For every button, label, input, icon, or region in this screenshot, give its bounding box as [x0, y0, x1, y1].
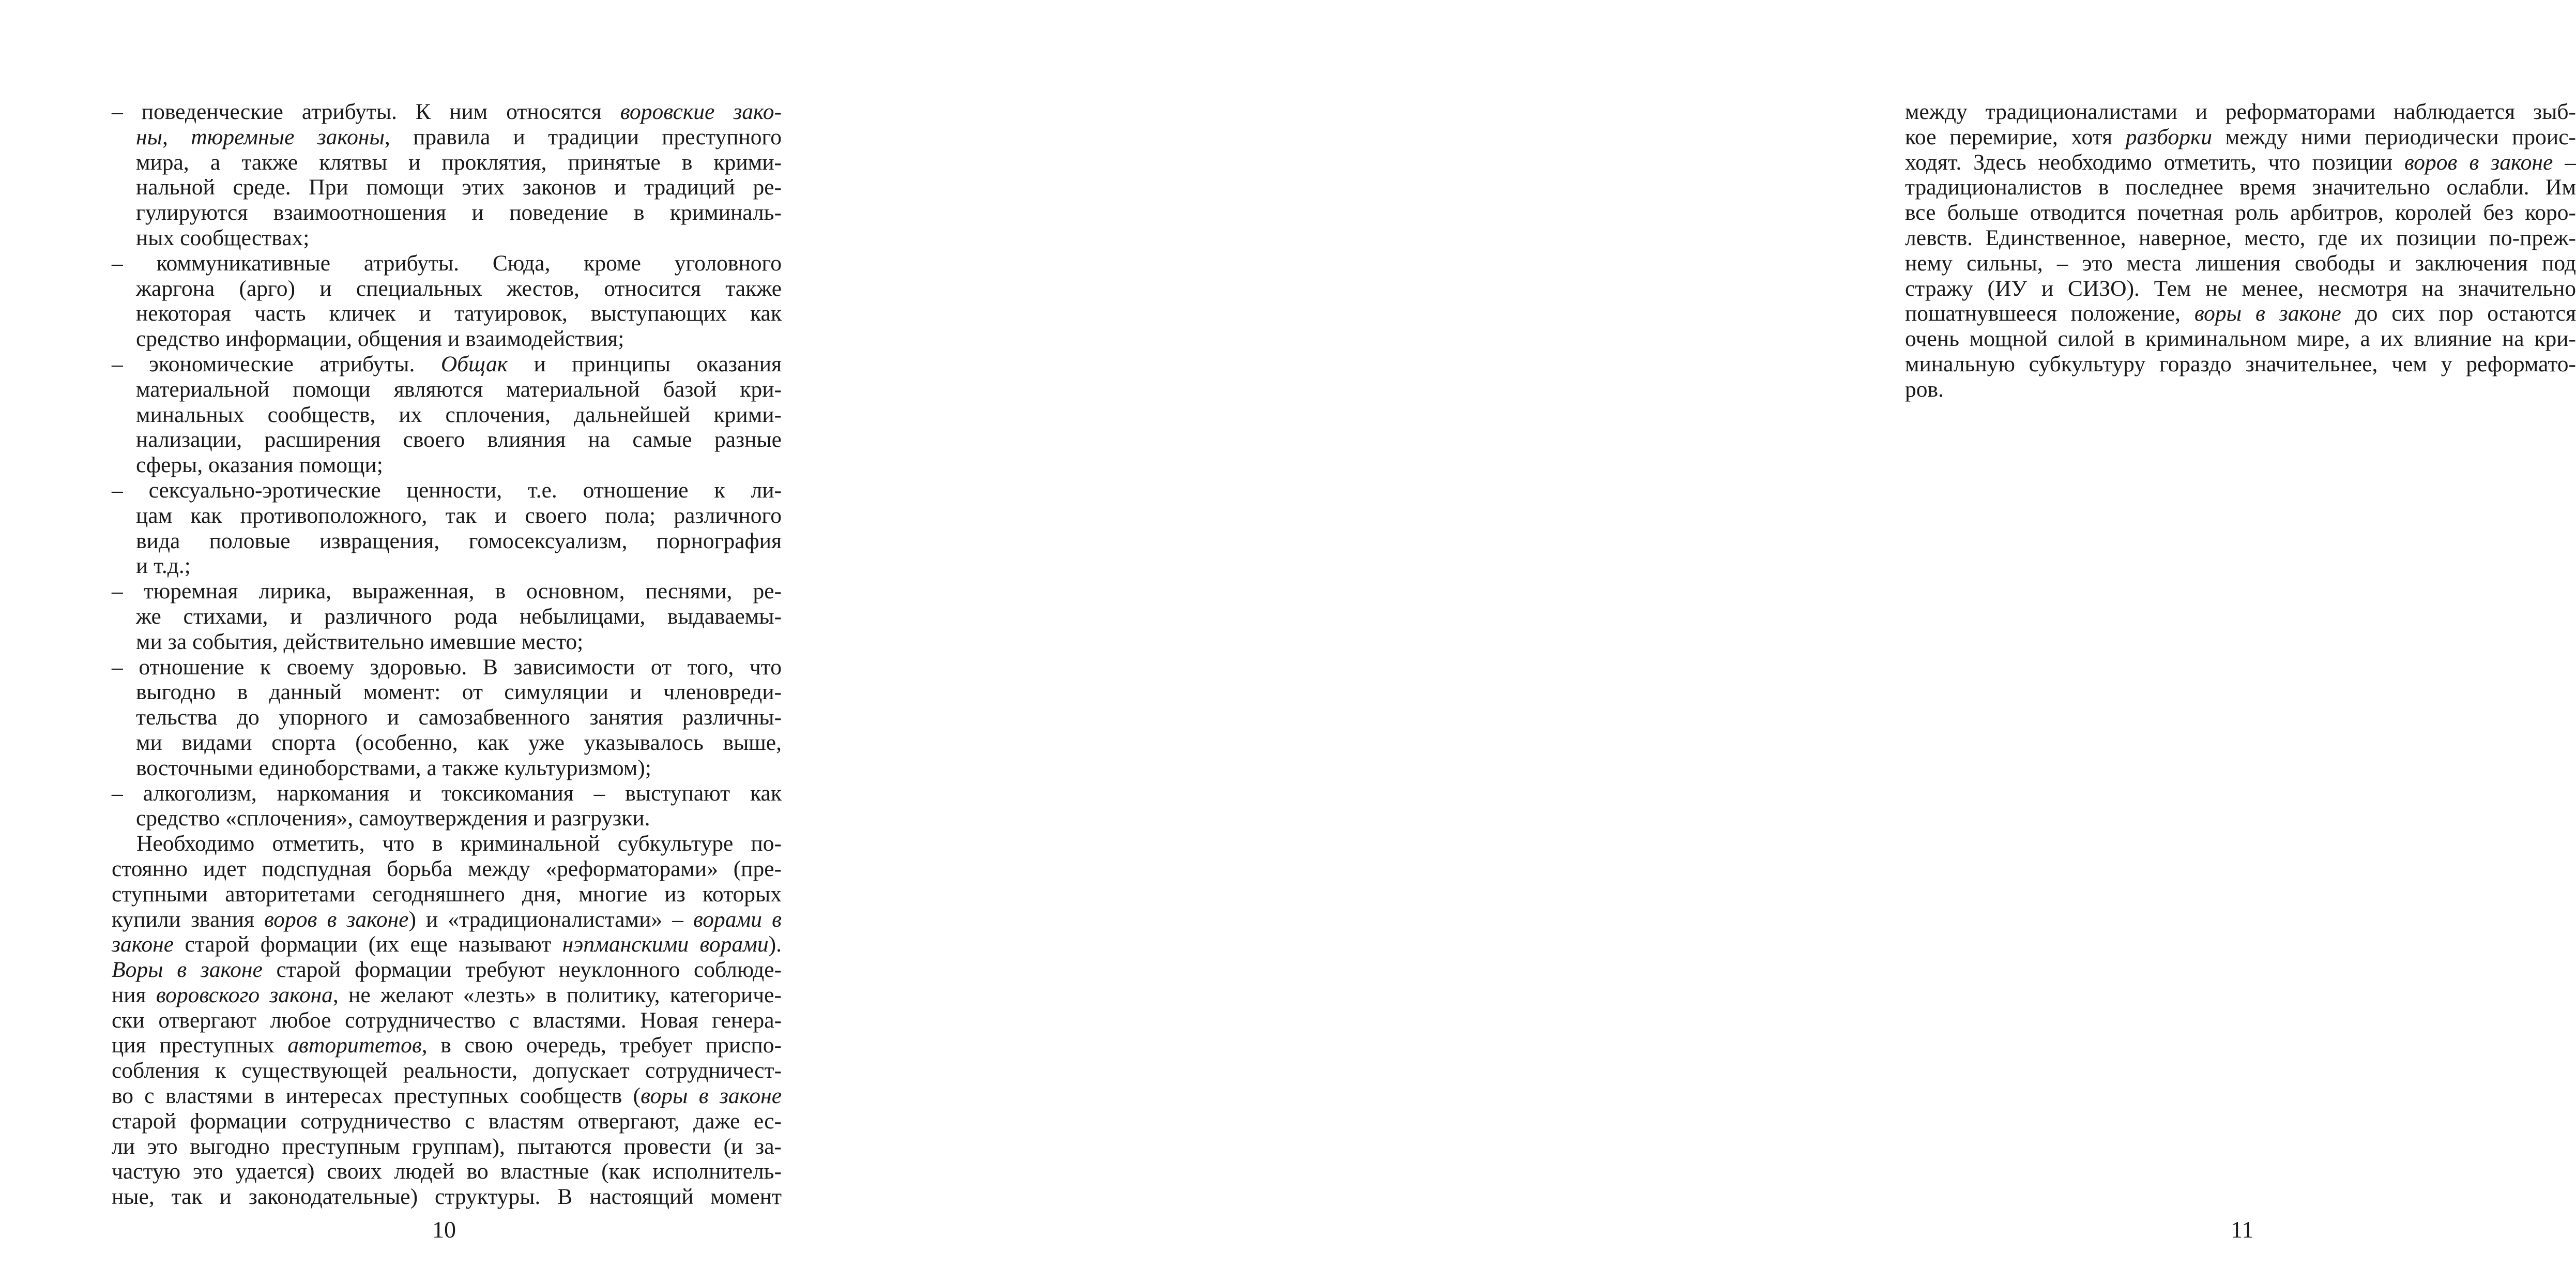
text-run: ) и «традиционалистами» –: [408, 907, 693, 932]
text-line: [112, 882, 782, 907]
text-run: между ними периодически проис-: [2212, 124, 2576, 149]
text-line: [1905, 175, 2576, 200]
text-line: [1905, 125, 2576, 150]
text-run: ция преступных: [112, 1033, 288, 1058]
italic-term: воровского закона: [156, 982, 333, 1007]
italic-term: ворами в: [693, 907, 782, 932]
text-run: все больше отводится почетная роль арбитров, королей без коро-: [1905, 200, 2576, 225]
italic-term: авторитетов: [287, 1033, 422, 1058]
text-run: – поведенческие атрибуты. К ним относятся: [112, 99, 620, 124]
italic-term: нэпманскими ворами: [562, 932, 769, 957]
text-line: [112, 932, 782, 957]
text-line: [1905, 352, 2576, 377]
text-line: [112, 99, 782, 125]
italic-term: ны: [136, 124, 163, 149]
text-line: [112, 175, 782, 200]
text-run: сферы, оказания помощи;: [136, 453, 383, 478]
italic-term: воров в законе: [264, 907, 409, 932]
text-run: очень мощной силой в криминальном мире, а их влияние на кри-: [1905, 326, 2576, 352]
text-run: ния: [112, 982, 156, 1007]
text-run: до сих пор остаются: [2341, 301, 2576, 326]
right-page-text: [1905, 99, 2576, 402]
text-line: [112, 352, 782, 377]
text-line: [112, 125, 782, 150]
text-run: между традиционалистами и реформаторами наблюдается зыб-: [1905, 99, 2576, 124]
text-line: [112, 831, 782, 856]
text-line: [112, 150, 782, 175]
text-run: – алкоголизм, наркомания и токсикомания – выступают как: [112, 780, 782, 806]
text-line: [112, 579, 782, 604]
text-line: [112, 478, 782, 503]
text-run: традиционалистов в последнее время значительно ослабли. Им: [1905, 175, 2576, 200]
text-run: нему сильны, – это места лишения свободы и заключения под: [1905, 250, 2576, 276]
text-run: жаргона (арго) и специальных жестов, относится также: [136, 276, 782, 301]
page-number: 11: [2231, 1216, 2254, 1243]
text-run: ми видами спорта (особенно, как уже указывалось выше,: [136, 730, 782, 755]
text-line: [112, 251, 782, 276]
text-run: – экономические атрибуты.: [112, 351, 441, 376]
text-run: ходят. Здесь необходимо отметить, что позиции: [1905, 149, 2404, 175]
text-run: тельства до упорного и самозабвенного занятия различны-: [136, 705, 782, 730]
text-run: гулируются взаимоотношения и поведение в криминаль-: [136, 200, 782, 225]
text-line: [112, 1134, 782, 1159]
left-page: [0, 0, 907, 1282]
text-line: [1905, 150, 2576, 175]
text-run: левств. Единственное, наверное, место, где их позиции по-преж-: [1905, 225, 2576, 250]
text-run: кое перемирие, хотя: [1905, 124, 2126, 149]
text-line: [112, 629, 782, 655]
italic-term: воровские зако-: [620, 99, 782, 124]
text-line: [1905, 301, 2576, 326]
text-run: ров.: [1905, 376, 1944, 402]
text-run: средство информации, общения и взаимодействия;: [136, 326, 624, 352]
text-line: [112, 427, 782, 453]
italic-term: воры в законе: [641, 1083, 782, 1109]
left-page-text: [112, 99, 782, 1210]
italic-term: законе: [112, 932, 174, 957]
text-line: [112, 730, 782, 756]
text-line: [112, 225, 782, 251]
text-run: ступными авторитетами сегодняшнего дня, многие из которых: [112, 881, 782, 907]
text-line: [112, 553, 782, 579]
text-line: [1905, 99, 2576, 125]
text-run: ных сообществах;: [136, 225, 310, 250]
text-line: [112, 983, 782, 1008]
text-line: [112, 680, 782, 705]
text-run: старой формации требуют неуклонного соблюде-: [262, 957, 782, 983]
text-run: – коммуникативные атрибуты. Сюда, кроме уголовного: [112, 250, 782, 276]
text-line: [112, 276, 782, 301]
text-run: ,: [162, 124, 191, 149]
text-run: нализации, расширения своего влияния на самые разные: [136, 427, 782, 453]
text-run: старой формации (их еще называют: [174, 932, 562, 957]
text-line: [112, 655, 782, 680]
text-line: [1905, 377, 2576, 402]
text-run: во с властями в интересах преступных сообществ (: [112, 1083, 641, 1109]
text-line: [112, 1083, 782, 1109]
text-line: [112, 957, 782, 983]
text-run: средство «сплочения», самоутверждения и разгрузки.: [136, 806, 650, 831]
text-run: некоторая часть кличек и татуировок, выступающих как: [136, 301, 782, 326]
text-run: ли это выгодно преступным группам), пытаются провести (и за-: [112, 1134, 782, 1159]
text-run: и т.д.;: [136, 553, 191, 579]
text-run: , не желают «лезть» в политику, категориче-: [332, 982, 782, 1007]
text-run: минальную субкультуру гораздо значительнее, чем у реформато-: [1905, 351, 2576, 376]
text-line: [112, 705, 782, 730]
text-line: [1905, 225, 2576, 251]
text-line: [1905, 251, 2576, 276]
text-run: стоянно идет подспудная борьба между «реформаторами» (пре-: [112, 856, 782, 881]
text-run: выгодно в данный момент: от симуляции и членовреди-: [136, 680, 782, 705]
text-line: [112, 856, 782, 882]
italic-term: воры в законе: [2194, 301, 2341, 326]
text-run: собления к существующей реальности, допускает сотрудничест-: [112, 1058, 782, 1083]
text-run: и принципы оказания: [508, 351, 782, 376]
italic-term: Общак: [440, 351, 508, 376]
text-line: [112, 756, 782, 781]
text-line: [112, 453, 782, 478]
text-run: цам как противоположного, так и своего пола; различного: [136, 503, 782, 528]
text-line: [112, 1033, 782, 1058]
text-run: ски отвергают любое сотрудничество с властями. Новая генера-: [112, 1007, 782, 1033]
text-run: мира, а также клятвы и проклятия, принятые в крими-: [136, 149, 782, 175]
page-number: 10: [432, 1216, 456, 1243]
text-run: – сексуально-эротические ценности, т.е. отношение к ли-: [112, 477, 782, 503]
text-run: – отношение к своему здоровью. В зависимости от того, что: [112, 654, 782, 680]
text-line: [112, 781, 782, 806]
text-run: ).: [768, 932, 782, 957]
right-page: [907, 0, 2576, 1282]
text-run: вида половые извращения, гомосексуализм, порнография: [136, 528, 782, 553]
text-line: [112, 402, 782, 428]
text-line: [1905, 200, 2576, 225]
text-run: минальных сообществ, их сплочения, дальнейшей крими-: [136, 402, 782, 427]
italic-term: тюремные законы: [191, 124, 385, 149]
text-run: частую это удается) своих людей во властные (как исполнитель-: [112, 1159, 782, 1184]
text-run: старой формации сотрудничество с властям отвергают, даже ес-: [112, 1108, 782, 1134]
text-run: стражу (ИУ и СИЗО). Тем не менее, несмотря на значительно: [1905, 276, 2576, 301]
text-line: [112, 907, 782, 932]
text-run: –: [2553, 149, 2576, 175]
text-run: Необходимо отметить, что в криминальной субкультуре по-: [136, 831, 782, 856]
text-line: [112, 503, 782, 529]
text-run: материальной помощи являются материальной базой кри-: [136, 376, 782, 402]
text-run: ные, так и законодательные) структуры. В настоящий момент: [112, 1184, 782, 1210]
text-run: ми за события, действительно имевшие место;: [136, 629, 584, 654]
text-line: [1905, 326, 2576, 352]
italic-term: разборки: [2125, 124, 2213, 149]
text-line: [112, 1109, 782, 1134]
text-line: [112, 1159, 782, 1184]
text-run: купили звания: [112, 907, 264, 932]
text-line: [1905, 276, 2576, 301]
text-line: [112, 1184, 782, 1210]
text-run: же стихами, и различного рода небылицами, выдаваемы-: [136, 604, 782, 629]
text-run: нальной среде. При помощи этих законов и традиций ре-: [136, 175, 782, 200]
italic-term: Воры в законе: [112, 957, 263, 983]
text-line: [112, 377, 782, 402]
text-line: [112, 200, 782, 225]
italic-term: воров в законе: [2404, 149, 2553, 175]
text-line: [112, 326, 782, 352]
text-line: [112, 604, 782, 629]
text-line: [112, 1058, 782, 1083]
text-run: , правила и традиции преступного: [384, 124, 782, 149]
text-line: [112, 529, 782, 554]
text-line: [112, 1008, 782, 1033]
text-line: [112, 806, 782, 831]
text-line: [112, 301, 782, 326]
text-run: восточными единоборствами, а также культуризмом);: [136, 755, 651, 780]
text-run: , в свою очередь, требует приспо-: [421, 1033, 782, 1058]
text-run: – тюремная лирика, выраженная, в основном, песнями, ре-: [112, 579, 782, 604]
text-run: пошатнувшееся положение,: [1905, 301, 2194, 326]
